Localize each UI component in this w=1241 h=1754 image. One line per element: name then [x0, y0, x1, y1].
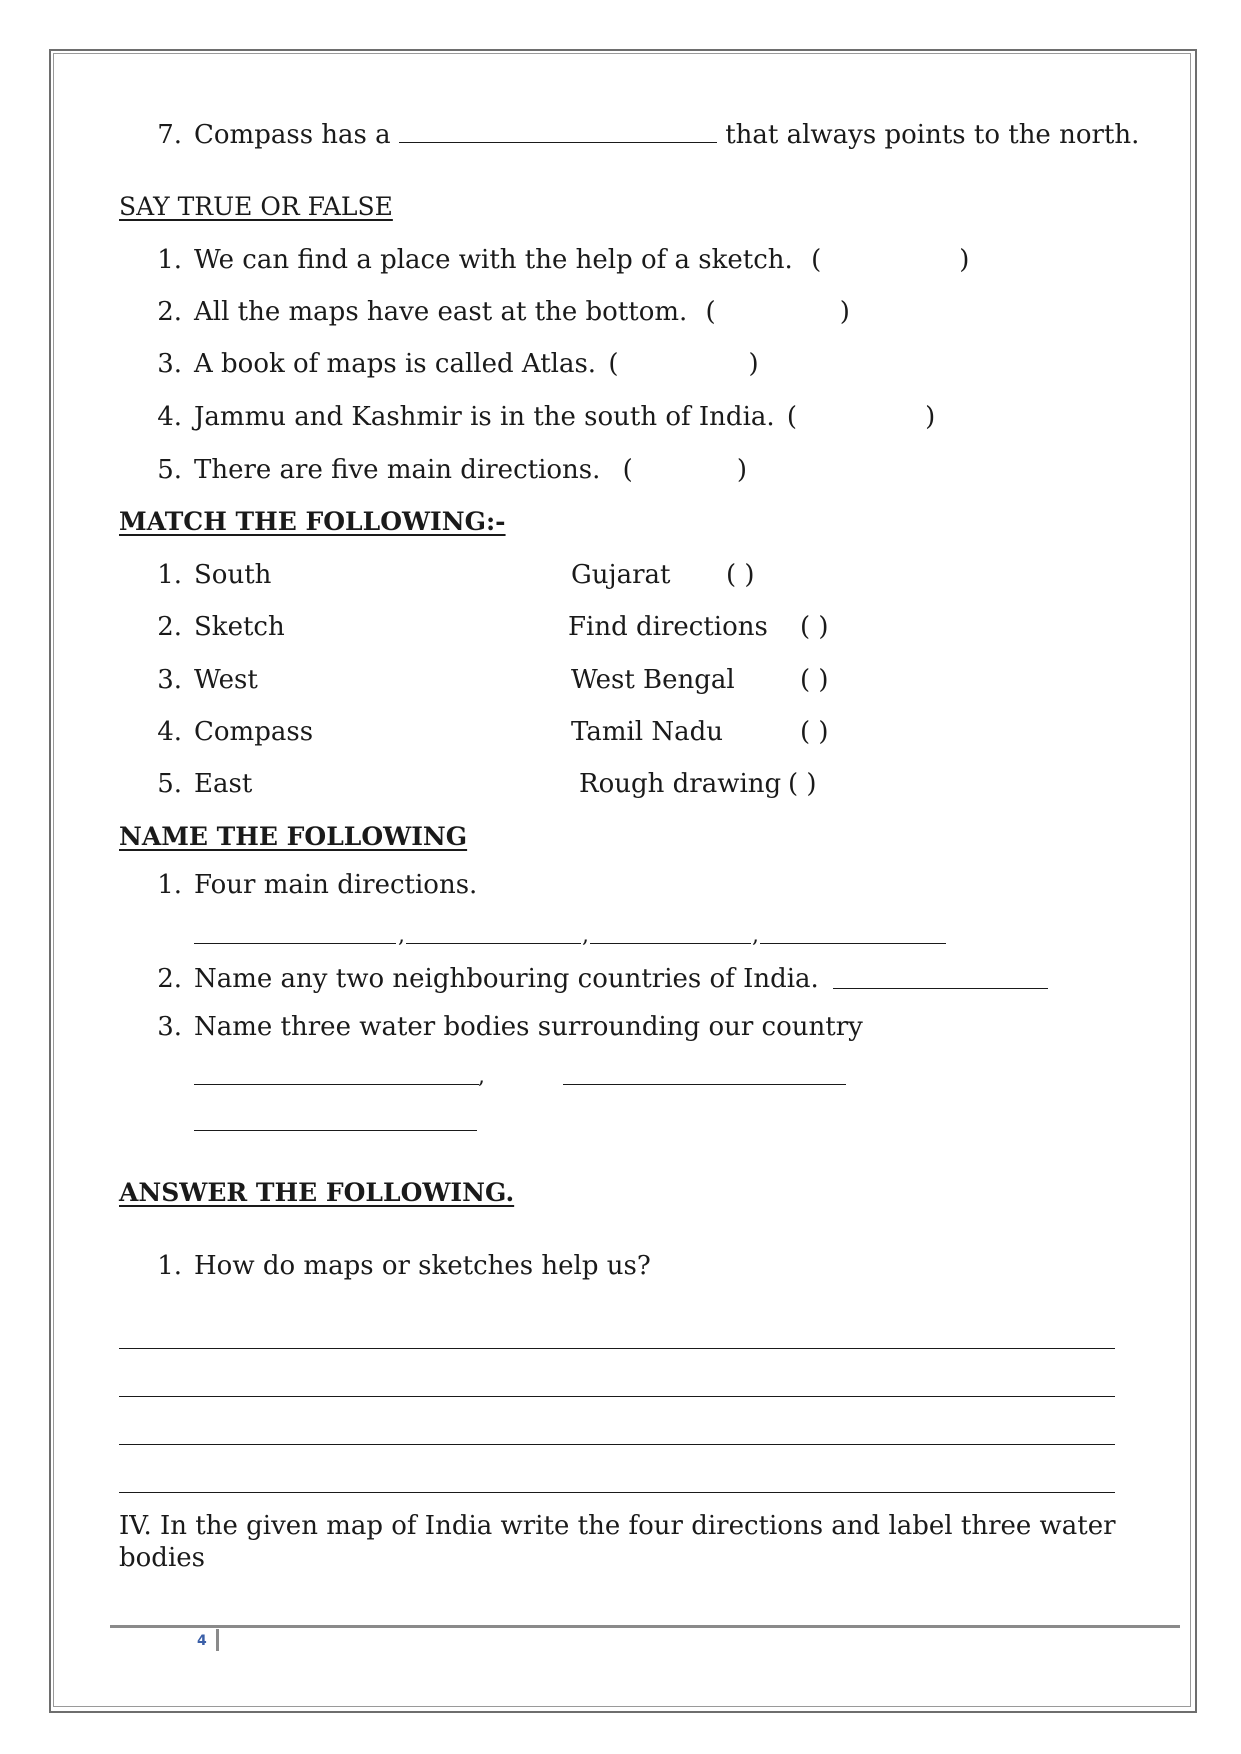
answer-line[interactable] — [194, 1084, 479, 1085]
answer-writing-line[interactable] — [119, 1492, 1115, 1493]
answer-blank[interactable] — [399, 120, 717, 143]
answer-paren-open: ( — [608, 349, 619, 379]
item-number: 2. — [157, 964, 182, 994]
item-number: 1. — [157, 560, 182, 590]
section-heading-name: NAME THE FOLLOWING — [119, 822, 468, 851]
name-question: Four main directions. — [194, 870, 478, 900]
answer-line[interactable] — [833, 988, 1048, 989]
answer-paren-close: ) — [925, 402, 936, 432]
item-number: 4. — [157, 402, 182, 432]
match-left-term: Compass — [194, 717, 314, 747]
true-false-statement: All the maps have east at the bottom. — [194, 297, 688, 327]
true-false-item — [194, 402, 935, 432]
answer-paren-open: ( — [705, 297, 716, 327]
fill-blank-item-7 — [194, 120, 1139, 150]
item-number: 2. — [157, 612, 182, 642]
match-left-term: East — [194, 769, 253, 799]
item-number: 3. — [157, 1012, 182, 1042]
item-number: 5. — [157, 769, 182, 799]
comma-separator: , — [398, 923, 405, 948]
answer-paren-close: ) — [959, 245, 970, 275]
answer-paren-close: ) — [839, 297, 850, 327]
item-number: 1. — [157, 870, 182, 900]
true-false-item — [194, 297, 850, 327]
answer-line[interactable] — [406, 943, 581, 944]
answer-paren-close: ) — [748, 349, 759, 379]
comma-separator: , — [582, 923, 589, 948]
answer-writing-line[interactable] — [119, 1396, 1115, 1397]
match-right-term: Tamil Nadu — [571, 717, 724, 747]
match-answer-paren[interactable]: ( ) — [726, 560, 755, 590]
match-right-term: West Bengal — [571, 665, 735, 695]
true-false-statement: Jammu and Kashmir is in the south of India. — [194, 402, 775, 432]
true-false-item — [194, 455, 747, 485]
answer-line[interactable] — [760, 943, 946, 944]
answer-paren-open: ( — [811, 245, 822, 275]
name-question: Name three water bodies surrounding our country — [194, 1012, 863, 1042]
answer-line[interactable] — [194, 943, 396, 944]
item-number: 4. — [157, 717, 182, 747]
match-answer-paren[interactable]: ( ) — [788, 769, 817, 799]
answer-paren-open: ( — [786, 402, 798, 432]
match-left-term: South — [194, 560, 272, 590]
answer-line[interactable] — [194, 1130, 477, 1131]
match-answer-paren[interactable]: ( ) — [800, 665, 829, 695]
item-number: 2. — [157, 297, 182, 327]
section-heading-match: MATCH THE FOLLOWING:- — [119, 507, 506, 536]
true-false-statement: A book of maps is called Atlas. — [194, 349, 597, 379]
section-heading-answer: ANSWER THE FOLLOWING. — [119, 1178, 515, 1207]
match-answer-paren[interactable]: ( ) — [800, 717, 829, 747]
item-number: 3. — [157, 665, 182, 695]
map-task-line-2: bodies — [119, 1543, 205, 1573]
comma-separator: , — [752, 923, 759, 948]
item-number: 3. — [157, 349, 182, 379]
name-question: Name any two neighbouring countries of India. — [194, 964, 819, 994]
true-false-item — [194, 349, 759, 379]
answer-line[interactable] — [563, 1084, 846, 1085]
page-number: 4 — [197, 1633, 207, 1649]
answer-writing-line[interactable] — [119, 1348, 1115, 1349]
comma-separator: , — [478, 1064, 485, 1089]
map-task-line-1: IV. In the given map of India write the four directions and label three water — [119, 1511, 1116, 1541]
match-right-term: Find directions — [568, 612, 768, 642]
true-false-item — [194, 245, 969, 275]
match-left-term: Sketch — [194, 612, 285, 642]
section-heading-true-false: SAY TRUE OR FALSE — [119, 192, 393, 221]
item-number: 5. — [157, 455, 182, 485]
fill-blank-text-after: that always points to the north. — [725, 120, 1140, 150]
match-left-term: West — [194, 665, 258, 695]
footer-rule — [110, 1625, 1180, 1628]
answer-line[interactable] — [590, 943, 751, 944]
item-number: 1. — [157, 245, 182, 275]
answer-writing-line[interactable] — [119, 1444, 1115, 1445]
page-number-divider — [216, 1629, 219, 1651]
true-false-statement: We can find a place with the help of a sketch. — [194, 245, 793, 275]
match-right-term: Gujarat — [571, 560, 671, 590]
answer-paren-open: ( — [622, 455, 633, 485]
item-number: 1. — [157, 1251, 182, 1281]
match-right-term: Rough drawing — [579, 769, 782, 799]
answer-question: How do maps or sketches help us? — [194, 1251, 651, 1281]
true-false-statement: There are five main directions. — [194, 455, 601, 485]
answer-paren-close: ) — [736, 455, 747, 485]
item-number: 7. — [157, 120, 182, 150]
match-answer-paren[interactable]: ( ) — [800, 612, 829, 642]
fill-blank-text-before: Compass has a — [194, 120, 391, 150]
